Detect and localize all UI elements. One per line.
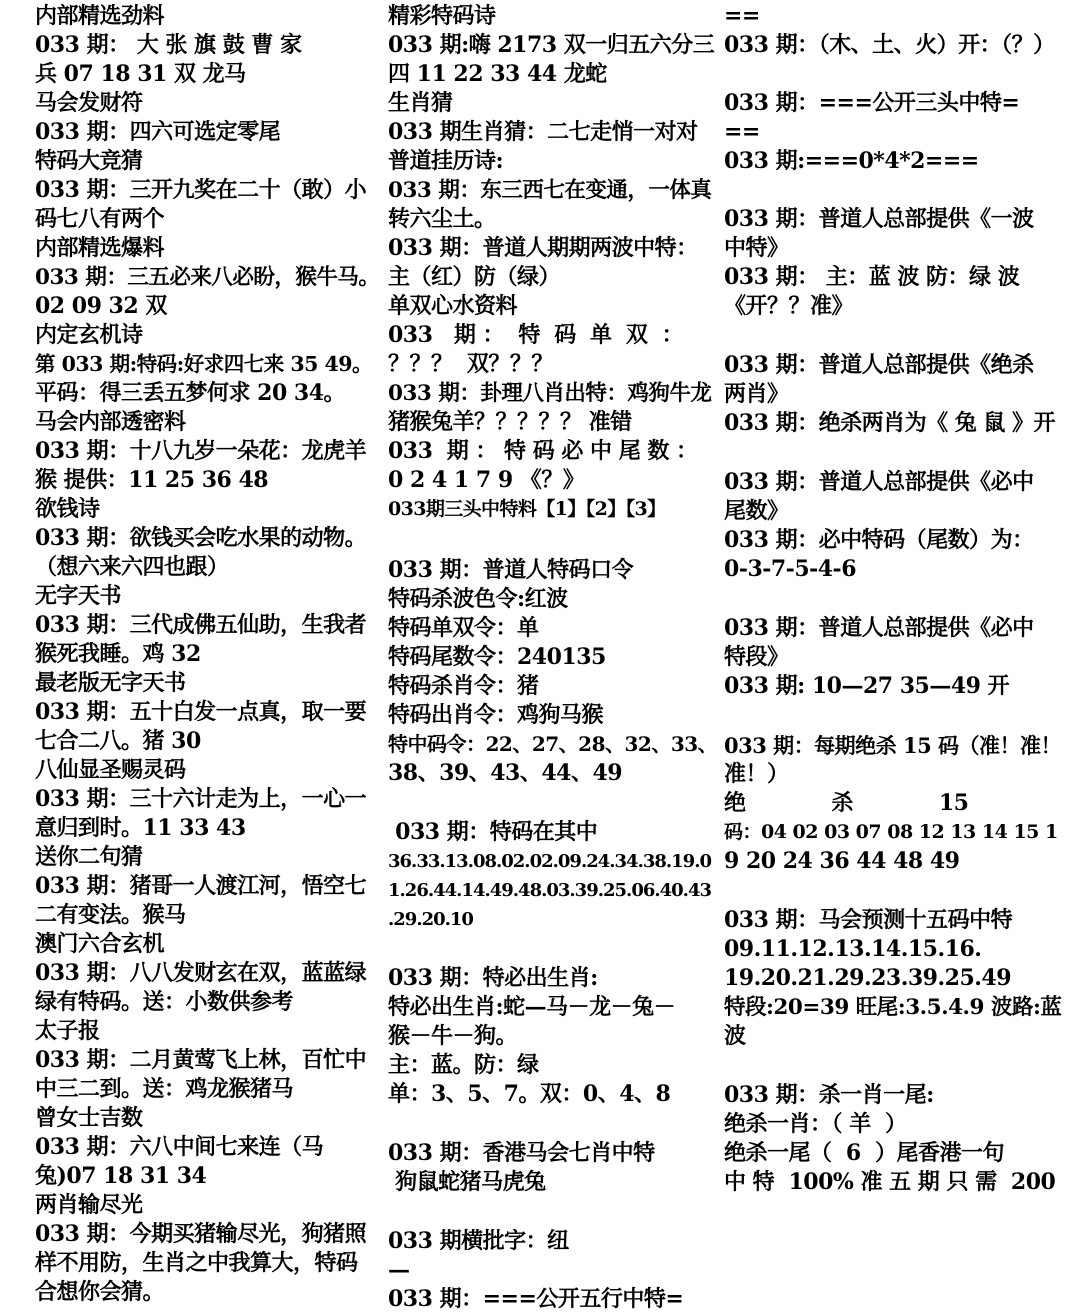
text-line: 送你二句猜 bbox=[35, 844, 143, 870]
text-line: 特码出肖令：鸡狗马猴 bbox=[388, 702, 604, 728]
text-line: 033 期：绝杀两肖为《 兔 鼠 》开 bbox=[724, 410, 1056, 436]
text-line: 19.20.21.29.23.39.25.49 bbox=[724, 965, 1012, 991]
text-line: 特码杀波色令:红波 bbox=[388, 586, 568, 612]
text-line: 033 期：普道人总部提供《一波 bbox=[724, 206, 1034, 232]
text-line: 033 期：（木、土、火）开：（？） bbox=[724, 32, 1055, 58]
text-line: 特必出生肖:蛇—马－龙－兔－ bbox=[388, 994, 676, 1020]
text-line: 033 期：普道人期期两波中特： bbox=[388, 235, 698, 261]
text-line: 普道挂历诗: bbox=[388, 148, 504, 174]
text-line: 033 期：===公开三头中特= bbox=[724, 90, 1020, 116]
text-line: 033 期横批字：纽 bbox=[388, 1228, 569, 1254]
text-line: 猴死我睡。鸡 32 bbox=[35, 641, 201, 667]
text-line: 特码单双令：单 bbox=[388, 615, 539, 641]
text-line: 0-3-7-5-4-6 bbox=[724, 556, 856, 582]
text-line: 澳门六合玄机 bbox=[35, 931, 165, 957]
text-line: 主（红）防（绿） bbox=[388, 264, 561, 290]
text-line: 033 期：今期买猪输尽光，狗猪照 bbox=[35, 1221, 367, 1247]
text-line: 意归到时。11 33 43 bbox=[35, 815, 246, 841]
text-line: 内部精选劲料 bbox=[35, 3, 165, 29]
text-line: 09.11.12.13.14.15.16. bbox=[724, 936, 982, 962]
text-line: 02 09 32 双 bbox=[35, 293, 167, 319]
text-line: 1.26.44.14.49.48.03.39.25.06.40.43 bbox=[388, 880, 711, 901]
text-line: 033 期：三开九奖在二十（敢）小 bbox=[35, 177, 367, 203]
text-line: 中三二到。送：鸡龙猴猪马 bbox=[35, 1076, 294, 1102]
text-line: 特码大竞猜 bbox=[35, 148, 143, 174]
text-line: 033 期：卦理八肖出特：鸡狗牛龙 bbox=[388, 381, 712, 406]
text-line: 主：蓝。防：绿 bbox=[388, 1052, 539, 1078]
text-line: 绿有特码。送：小数供参考 bbox=[35, 989, 294, 1015]
text-line: 准！） bbox=[724, 761, 789, 787]
text-line: 尾数》 bbox=[724, 498, 789, 524]
text-line: 转六尘土。 bbox=[388, 206, 496, 232]
text-line: 033 期：每期绝杀 15 码（准！准！ bbox=[724, 733, 1061, 758]
text-line: 9 20 24 36 44 48 49 bbox=[724, 848, 960, 874]
text-line: 033 期：必中特码（尾数）为： bbox=[724, 527, 1034, 553]
text-line: 码七八有两个 bbox=[35, 206, 165, 232]
text-line: 033 期 ： 特 码 必 中 尾 数 ： bbox=[388, 438, 698, 464]
text-line: 兵 07 18 31 双 龙马 bbox=[35, 61, 246, 87]
text-line: 033 期：二月黄莺飞上林，百忙中 bbox=[35, 1047, 367, 1073]
text-line: 特码杀肖令：猪 bbox=[388, 673, 539, 699]
text-line: — bbox=[388, 1257, 410, 1283]
text-line: 猴 提供：11 25 36 48 bbox=[35, 467, 269, 493]
text-line: 绝杀一尾（ 6 ）尾香港一句 bbox=[724, 1140, 1004, 1166]
text-line: 033 期：三五必来八必盼，猴牛马。 bbox=[35, 265, 380, 290]
text-line: 033 期：普道人总部提供《必中 bbox=[724, 615, 1034, 641]
text-line: 033 期：四六可选定零尾 bbox=[35, 119, 281, 145]
text-line: 狗鼠蛇猪马虎兔 bbox=[388, 1169, 546, 1195]
text-line: 033 期：马会预测十五码中特 bbox=[724, 907, 1013, 933]
text-line: 033 期：五十白发一点真，取一要 bbox=[35, 699, 367, 725]
text-line: 内定玄机诗 bbox=[35, 322, 143, 348]
text-line: 033 期：杀一肖一尾: bbox=[724, 1082, 934, 1108]
text-line: 033 期：东三西七在变通，一体真 bbox=[388, 178, 712, 203]
text-line: 七合二八。猪 30 bbox=[35, 728, 201, 754]
text-line: 单：3、5、7。双：0、4、8 bbox=[388, 1081, 671, 1107]
text-line: 生肖猜 bbox=[388, 90, 453, 116]
text-line: 猴－牛－狗。 bbox=[388, 1023, 518, 1049]
text-line: 八仙显圣赐灵码 bbox=[35, 757, 186, 783]
text-line: （想六来六四也跟） bbox=[35, 554, 229, 580]
text-line: 033 期：特必出生肖: bbox=[388, 965, 598, 991]
text-line: 第 033 期:特码:好求四七来 35 49。 bbox=[35, 352, 373, 376]
text-line: 033期三头中特料【1】【2】【3】 bbox=[388, 498, 666, 520]
text-line: 0 2 4 1 7 9 《？》 bbox=[388, 467, 585, 493]
text-line: 中特》 bbox=[724, 235, 789, 261]
text-line: 033 期：普道人总部提供《绝杀 bbox=[724, 352, 1034, 378]
text-line: 特中码令：22、27、28、32、33、 bbox=[388, 732, 718, 756]
text-line: 033 期： 大 张 旗 鼓 曹 家 bbox=[35, 32, 302, 58]
text-line: 样不用防，生肖之中我算大，特码 bbox=[35, 1250, 358, 1276]
text-line: 内部精选爆料 bbox=[35, 235, 165, 261]
text-line: == bbox=[724, 3, 760, 29]
text-line: 36.33.13.08.02.02.09.24.34.38.19.0 bbox=[388, 851, 711, 872]
text-line: 平码：得三丢五梦何求 20 34。 bbox=[35, 380, 346, 406]
text-line: 两肖》 bbox=[724, 381, 789, 407]
text-line: 绝 杀 15 bbox=[724, 790, 969, 816]
text-line: 马会发财符 bbox=[35, 90, 143, 116]
text-line: 两肖输尽光 bbox=[35, 1192, 143, 1218]
text-line: 033 期: 10—27 35—49 开 bbox=[724, 673, 1010, 699]
text-line: 033 期：十八九岁一朵花：龙虎羊 bbox=[35, 438, 367, 464]
text-line: 马会内部透密料 bbox=[35, 409, 186, 435]
text-line: 猪猴兔羊？？？？？ 准错 bbox=[388, 409, 632, 435]
text-line: 最老版无字天书 bbox=[35, 670, 186, 696]
text-line: 特段》 bbox=[724, 644, 789, 670]
text-line: 四 11 22 33 44 龙蛇 bbox=[388, 61, 607, 87]
text-line: 033 期 ： 特 码 单 双 ： bbox=[388, 322, 684, 348]
text-line: 特段:20=39 旺尾:3.5.4.9 波路:蓝 bbox=[724, 995, 1062, 1020]
text-line: == bbox=[724, 119, 760, 145]
text-line: 033 期：特码在其中 bbox=[388, 819, 598, 845]
text-line: 033 期： 主：蓝 波 防：绿 波 bbox=[724, 264, 1020, 290]
text-line: 欲钱诗 bbox=[35, 496, 100, 522]
text-line: 033 期：六八中间七来连（马 bbox=[35, 1134, 324, 1160]
text-line: 033 期生肖猜：二七走悄一对对 bbox=[388, 119, 698, 145]
text-line: 033 期：===公开五行中特= bbox=[388, 1286, 684, 1312]
text-line: 绝杀一肖：（ 羊 ） bbox=[724, 1111, 907, 1137]
text-line: 特码尾数令：240135 bbox=[388, 644, 606, 670]
text-line: 单双心水资料 bbox=[388, 293, 518, 319]
text-line: 曾女士吉数 bbox=[35, 1105, 143, 1131]
text-line: 033 期：三十六计走为上，一心一 bbox=[35, 786, 367, 812]
text-line: 中 特 100% 准 五 期 只 需 200 bbox=[724, 1169, 1056, 1195]
text-line: 38、39、43、44、49 bbox=[388, 760, 623, 786]
text-line: 合想你会猜。 bbox=[35, 1279, 165, 1305]
text-line: 太子报 bbox=[35, 1018, 100, 1044]
text-line: 精彩特码诗 bbox=[388, 3, 496, 29]
text-line: 033 期：欲钱买会吃水果的动物。 bbox=[35, 525, 367, 551]
text-line: 033 期：普道人特码口令 bbox=[388, 557, 634, 583]
text-line: 无字天书 bbox=[35, 583, 122, 609]
text-line: 二有变法。猴马 bbox=[35, 902, 186, 928]
text-line: 《开？？准》 bbox=[724, 293, 854, 319]
text-line: 033 期：三代成佛五仙助，生我者 bbox=[35, 612, 367, 638]
text-line: 033 期：八八发财玄在双，蓝蓝绿 bbox=[35, 960, 367, 986]
text-line: ？？？ 双？？？ bbox=[388, 351, 553, 377]
text-line: 兔)07 18 31 34 bbox=[35, 1163, 207, 1189]
text-line: 码：04 02 03 07 08 12 13 14 15 1 bbox=[724, 821, 1058, 843]
text-line: 033 期：猪哥一人渡江河，悟空七 bbox=[35, 873, 367, 899]
text-line: 033 期:嗨 2173 双一归五六分三 bbox=[388, 32, 715, 58]
text-line: .29.20.10 bbox=[388, 909, 473, 930]
text-line: 波 bbox=[724, 1023, 746, 1049]
text-line: 033 期：香港马会七肖中特 bbox=[388, 1140, 655, 1166]
text-line: 033 期：普道人总部提供《必中 bbox=[724, 469, 1034, 495]
text-line: 033 期:===0*4*2=== bbox=[724, 148, 979, 174]
